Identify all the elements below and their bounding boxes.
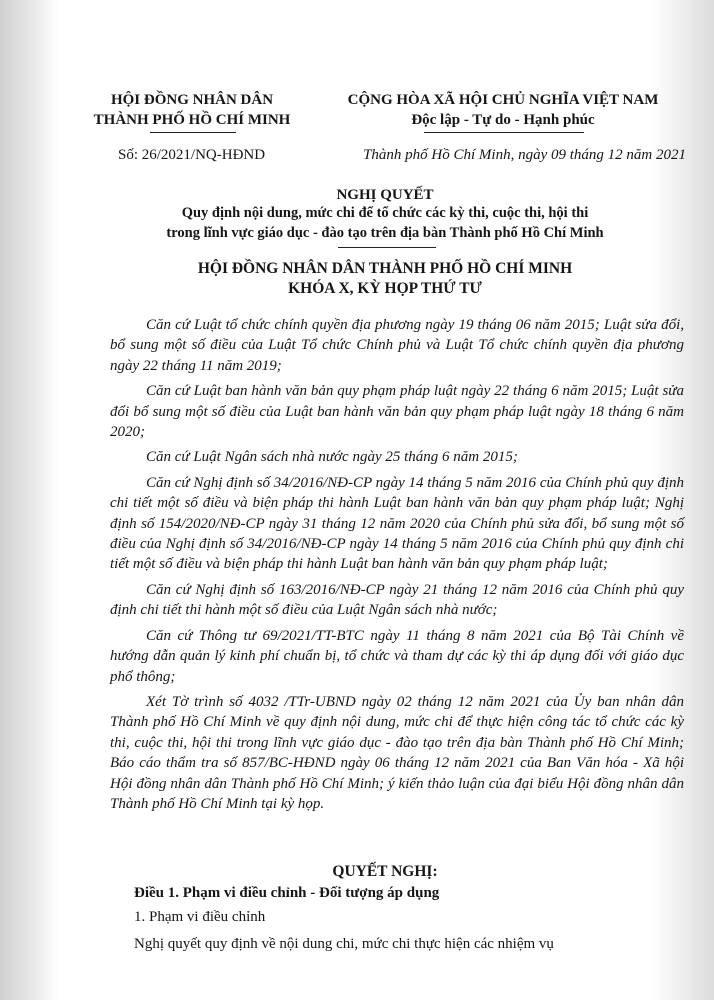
article-1-text: Nghị quyết quy định về nội dung chi, mức chi thực hiện các nhiệm vụ	[134, 936, 554, 952]
council-heading	[80, 259, 690, 299]
subtitle-line-1: Quy định nội dung, mức chi để tổ chức các kỳ thi, cuộc thi, hội thi	[181, 205, 589, 221]
issuer-line-2: THÀNH PHỐ HỒ CHÍ MINH	[93, 112, 291, 128]
preamble-paragraph: Căn cứ Luật tổ chức chính quyền địa phương ngày 19 tháng 06 năm 2015; Luật sửa đổi, bổ sung một số điều của Luật Tổ chức Chính phủ và Luật Tổ chức chính quyền địa phương ngày 22 tháng 11 năm 2019;	[110, 317, 684, 374]
subtitle-line-2: trong lĩnh vực giáo dục - đào tạo trên địa bàn Thành phố Hồ Chí Minh	[166, 224, 604, 241]
document-title: NGHỊ QUYẾT	[336, 187, 434, 203]
issuer-line-1: HỘI ĐỒNG NHÂN DÂN	[110, 92, 274, 108]
council-line-1: HỘI ĐỒNG NHÂN DÂN THÀNH PHỐ HỒ CHÍ MINH	[197, 260, 573, 277]
motto: Độc lập - Tự do - Hạnh phúc	[411, 112, 595, 128]
council-line-2: KHÓA X, KỲ HỌP THỨ TƯ	[288, 280, 482, 297]
preamble-paragraph: Xét Tờ trình số 4032 /TTr-UBND ngày 02 tháng 12 năm 2021 của Ủy ban nhân dân Thành phố Hồ Chí Minh về quy định nội dung, mức chi để thực hiện công tác tổ chức các kỳ thi, cuộc thi, hội thi trong lĩnh vực giáo dục - đào tạo trên địa bàn Thành phố Hồ Chí Minh; Báo cáo thẩm tra số 857/BC-HĐND ngày 06 tháng 12 năm 2021 của Ban Văn hóa - Xã hội Hội đồng nhân dân Thành phố Hồ Chí Minh; ý kiến thảo luận của đại biểu Hội đồng nhân dân Thành phố Hồ Chí Minh tại kỳ họp.	[110, 693, 684, 812]
decision-heading: QUYẾT NGHỊ:	[332, 863, 438, 880]
document-number: Số: 26/2021/NQ-HĐND	[118, 147, 266, 163]
national-motto-block	[318, 90, 688, 130]
preamble-paragraph: Căn cứ Luật ban hành văn bản quy phạm pháp luật ngày 22 tháng 6 năm 2015; Luật sửa đổi bổ sung một số điều của Luật ban hành văn bản quy phạm pháp luật ngày 18 tháng 6 năm 2020;	[110, 383, 684, 441]
preamble	[110, 315, 684, 819]
preamble-paragraph: Căn cứ Luật Ngân sách nhà nước ngày 25 tháng 6 năm 2015;	[146, 449, 518, 466]
document-subtitle	[80, 204, 690, 243]
article-1-heading: Điều 1. Phạm vi điều chỉnh - Đối tượng áp dụng	[134, 885, 440, 901]
issuer-block	[82, 90, 302, 130]
preamble-paragraph: Căn cứ Nghị định số 34/2016/NĐ-CP ngày 14 tháng 5 năm 2016 của Chính phủ quy định chi tiết một số điều và biện pháp thi hành Luật ban hành văn bản quy phạm pháp luật; Nghị định số 154/2020/NĐ-CP ngày 31 tháng 12 năm 2020 của Chính phủ sửa đổi, bổ sung một số điều của Nghị định số 34/2016/NĐ-CP ngày 14 tháng 5 năm 2016 của Chính phủ quy định chi tiết một số điều và biện pháp thi hành Luật ban hành văn bản quy phạm pháp luật;	[110, 474, 684, 573]
issuer-underline	[150, 132, 236, 133]
clause-1-heading: 1. Phạm vi điều chỉnh	[134, 909, 266, 925]
preamble-paragraph: Căn cứ Nghị định số 163/2016/NĐ-CP ngày 21 tháng 12 năm 2016 của Chính phủ quy định chi tiết thi hành một số điều của Luật Ngân sách nhà nước;	[110, 581, 684, 619]
motto-underline	[424, 132, 584, 133]
preamble-paragraph: Căn cứ Thông tư 69/2021/TT-BTC ngày 11 tháng 8 năm 2021 của Bộ Tài Chính về hướng dẫn quản lý kinh phí chuẩn bị, tổ chức và tham dự các kỳ thi áp dụng đối với giáo dục phổ thông;	[110, 627, 684, 685]
title-underline	[338, 247, 436, 248]
national-name: CỘNG HÒA XÃ HỘI CHỦ NGHĨA VIỆT NAM	[347, 92, 659, 108]
document-date: Thành phố Hồ Chí Minh, ngày 09 tháng 12 năm 2021	[363, 147, 686, 163]
